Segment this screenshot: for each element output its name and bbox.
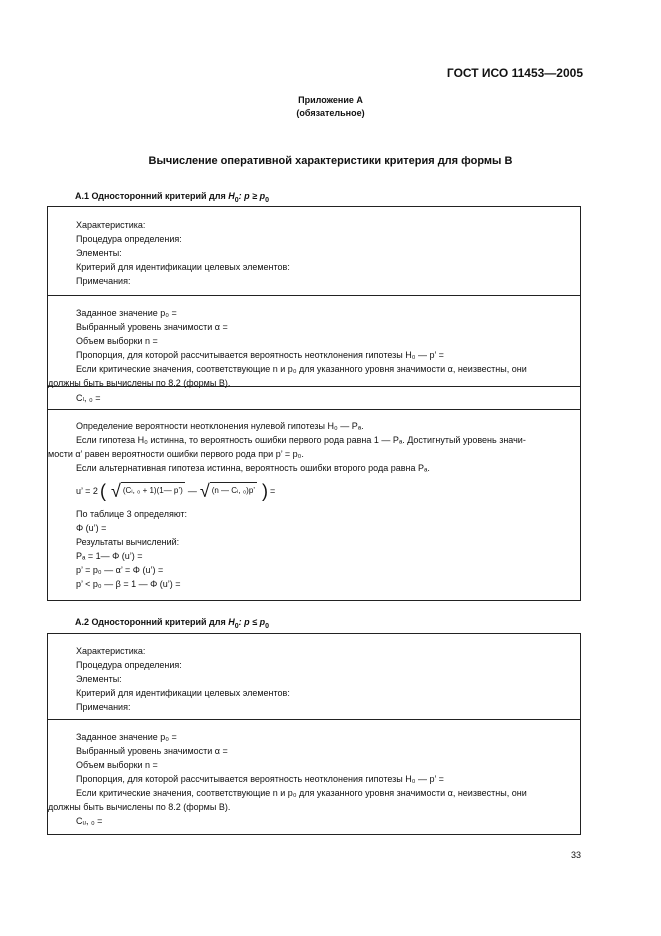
sqrt-term-1 [111,482,185,500]
document-code: ГОСТ ИСО 11453—2005 [446,66,583,80]
page-title: Вычисление оперативной характеристики критерия для формы В [148,155,513,167]
a1-field-criterion: Критерий для идентификации целевых элементов: [76,262,290,272]
a1-comp-pa: Pₐ = 1— Φ (u’) = [76,551,143,561]
a2-field-notes: Примечания: [76,702,131,712]
a2-field-elements: Элементы: [76,674,122,684]
formula-open-paren: ( [99,481,106,501]
a1-comp-table: По таблице 3 определяют: [76,509,188,519]
a2-param-n: Объем выборки n = [76,760,158,770]
appendix-label: Приложение А [298,95,363,105]
sqrt-term-2 [200,482,257,500]
a2-param-alpha: Выбранный уровень значимости α = [76,746,228,756]
a2-param-p0: Заданное значение p₀ = [76,732,177,742]
a2-param-proportion: Пропорция, для которой рассчитывается вероятность неотклонения гипотезы H₀ — p’ = [76,774,444,784]
a2-param-critical: Если критические значения, соответствующие n и p₀ для указанного уровня значимости α, неизвестны, они [76,788,527,798]
a1-field-procedure: Процедура определения: [76,234,182,244]
section-a1-form [47,206,581,601]
section-a1-hyp-rest: : p ≥ p [238,191,266,201]
section-a1-hyp: H [228,191,235,201]
a2-field-criterion: Критерий для идентификации целевых элементов: [76,688,290,698]
a2-parameters-cell [48,720,580,834]
a1-field-characteristic: Характеристика: [76,220,146,230]
a1-comp-beta: p’ < p₀ — β = 1 — Φ (u’) = [76,579,181,589]
appendix-status: (обязательное) [296,108,365,118]
a1-field-notes: Примечания: [76,276,131,286]
a1-comp-phi: Φ (u’) = [76,523,107,533]
page-number: 33 [570,850,581,860]
a1-param-proportion: Пропорция, для которой рассчитывается вероятность неотклонения гипотезы H₀ — p’ = [76,350,444,360]
formula-equals: = [270,486,276,496]
section-a2-hyp-rest: : p ≤ p [238,617,266,627]
a1-formula [76,479,574,503]
sqrt-icon: √ [199,481,210,501]
section-a2-form [47,633,581,835]
sqrt-radicand-2: (n — Cₗ, ₀)p’ [210,482,257,500]
a2-field-procedure: Процедура определения: [76,660,182,670]
a2-param-critical-cont: должны быть вычислены по 8.2 (формы В). [48,802,231,812]
a2-field-characteristic: Характеристика: [76,646,146,656]
section-a2-heading [75,617,269,630]
formula-close-paren: ) [262,481,269,501]
a2-critical-value: Cᵤ, ₀ = [76,816,103,826]
section-a1-heading-text: А.1 Односторонний критерий для [75,191,226,201]
formula-minus: — [187,486,197,496]
a1-param-critical-cont: должны быть вычислены по 8.2 (формы В). [48,378,231,388]
a1-param-p0: Заданное значение p₀ = [76,308,177,318]
a1-critical-value-cell [48,387,580,410]
section-a1-heading [75,191,269,204]
a1-parameters-cell [48,296,580,387]
formula-lhs: u’ = 2 [76,486,98,496]
a1-param-n: Объем выборки n = [76,336,158,346]
a1-computation-cell [48,410,580,600]
section-a2-hyp-rest-sub: 0 [265,622,269,630]
a1-comp-type1-cont: мости α’ равен вероятности ошибки первого рода при p’ = p₀. [48,449,304,459]
section-a1-hyp-sub: 0 [234,196,239,204]
a1-characteristics-cell [48,207,580,296]
section-a2-heading-text: А.2 Односторонний критерий для [75,617,226,627]
section-a2-hyp-sub: 0 [234,622,239,630]
a1-comp-type2: Если альтернативная гипотеза истинна, вероятность ошибки второго рода равна Pₐ. [76,463,430,473]
section-a2-hyp: H [228,617,235,627]
a1-param-critical: Если критические значения, соответствующие n и p₀ для указанного уровня значимости α, неизвестны, они [76,364,527,374]
section-a1-hyp-rest-sub: 0 [265,196,269,204]
a2-characteristics-cell [48,634,580,720]
a1-critical-value: Cₗ, ₀ = [76,393,101,403]
a1-comp-alpha: p’ = p₀ — α’ = Φ (u’) = [76,565,164,575]
sqrt-radicand-1: (Cₗ, ₀ + 1)(1— p’) [121,482,185,500]
a1-comp-type1: Если гипотеза H₀ истинна, то вероятность ошибки первого рода равна 1 — Pₐ. Достигнутый уровень значи- [76,435,526,445]
a1-param-alpha: Выбранный уровень значимости α = [76,322,228,332]
sqrt-icon: √ [110,481,121,501]
a1-field-elements: Элементы: [76,248,122,258]
a1-comp-intro: Определение вероятности неотклонения нулевой гипотезы H₀ — Pₐ. [76,421,364,431]
a1-comp-results: Результаты вычислений: [76,537,180,547]
